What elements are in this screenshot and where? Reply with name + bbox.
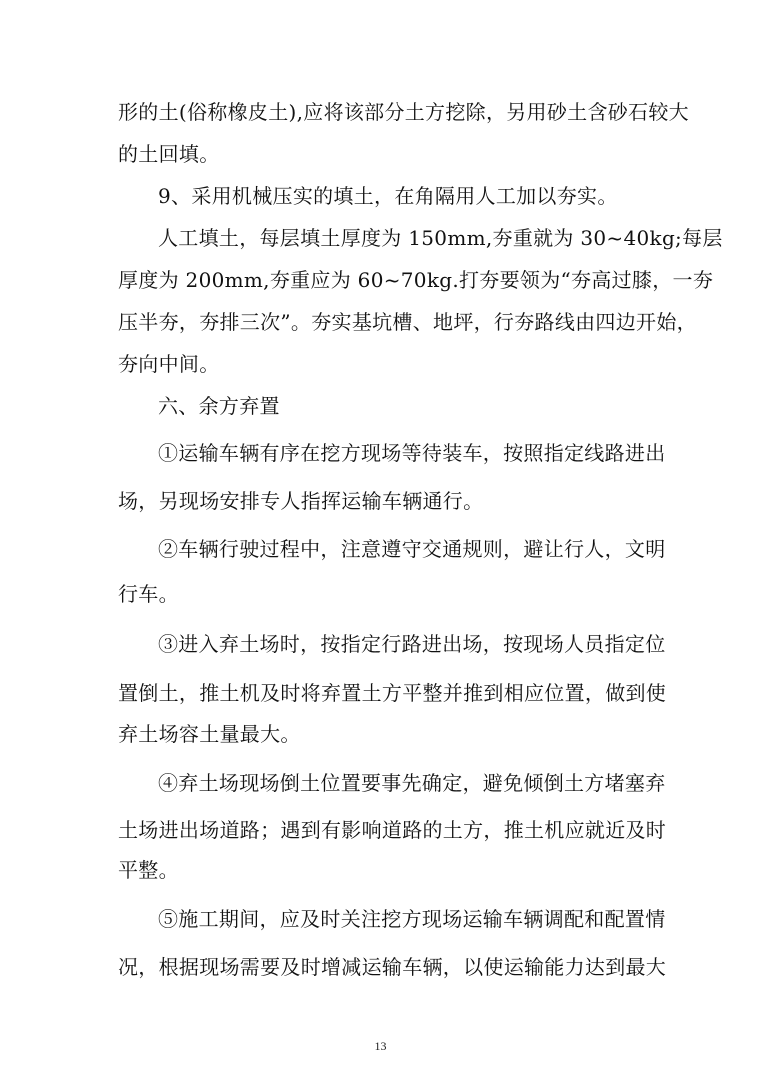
- text-line: ①运输车辆有序在挖方现场等待装车，按照指定线路进出: [158, 441, 666, 465]
- text-line: 弃土场容土量最大。: [118, 722, 301, 746]
- text-line: ③进入弃土场时，按指定行路进出场，按现场人员指定位: [158, 632, 666, 656]
- page-number: 13: [374, 1039, 387, 1053]
- text-line: ④弃土场现场倒土位置要事先确定，避免倾倒土方堵塞弃: [158, 771, 666, 795]
- text-line: 平整。: [118, 858, 179, 882]
- section-heading: 六、余方弃置: [158, 394, 280, 418]
- text-line: 压半夯，夯排三次”。夯实基坑槽、地坪，行夯路线由四边开始，: [118, 310, 697, 334]
- text-line: 况，根据现场需要及时增减运输车辆，以使运输能力达到最大: [118, 955, 667, 979]
- text-line: 置倒土，推土机及时将弃置土方平整并推到相应位置，做到使: [118, 681, 667, 705]
- text-line: ⑤施工期间，应及时关注挖方现场运输车辆调配和配置情: [158, 907, 666, 931]
- text-line: ②车辆行驶过程中，注意遵守交通规则，避让行人，文明: [158, 537, 666, 561]
- text-line: 夯向中间。: [118, 352, 220, 376]
- text-line: 形的土(俗称橡皮土),应将该部分土方挖除，另用砂土含砂石较大: [118, 100, 689, 124]
- text-line: 9、采用机械压实的填土，在角隔用人工加以夯实。: [158, 184, 618, 208]
- text-line: 人工填土，每层填土厚度为 150mm,夯重就为 30~40kg;每层: [158, 226, 723, 250]
- text-line: 行车。: [118, 582, 179, 606]
- text-line: 土场进出场道路；遇到有影响道路的土方，推土机应就近及时: [118, 818, 667, 842]
- text-line: 的土回填。: [118, 142, 220, 166]
- text-line: 场，另现场安排专人指挥运输车辆通行。: [118, 489, 484, 513]
- text-line: 厚度为 200mm,夯重应为 60~70kg.打夯要领为“夯高过膝，一夯: [118, 268, 714, 292]
